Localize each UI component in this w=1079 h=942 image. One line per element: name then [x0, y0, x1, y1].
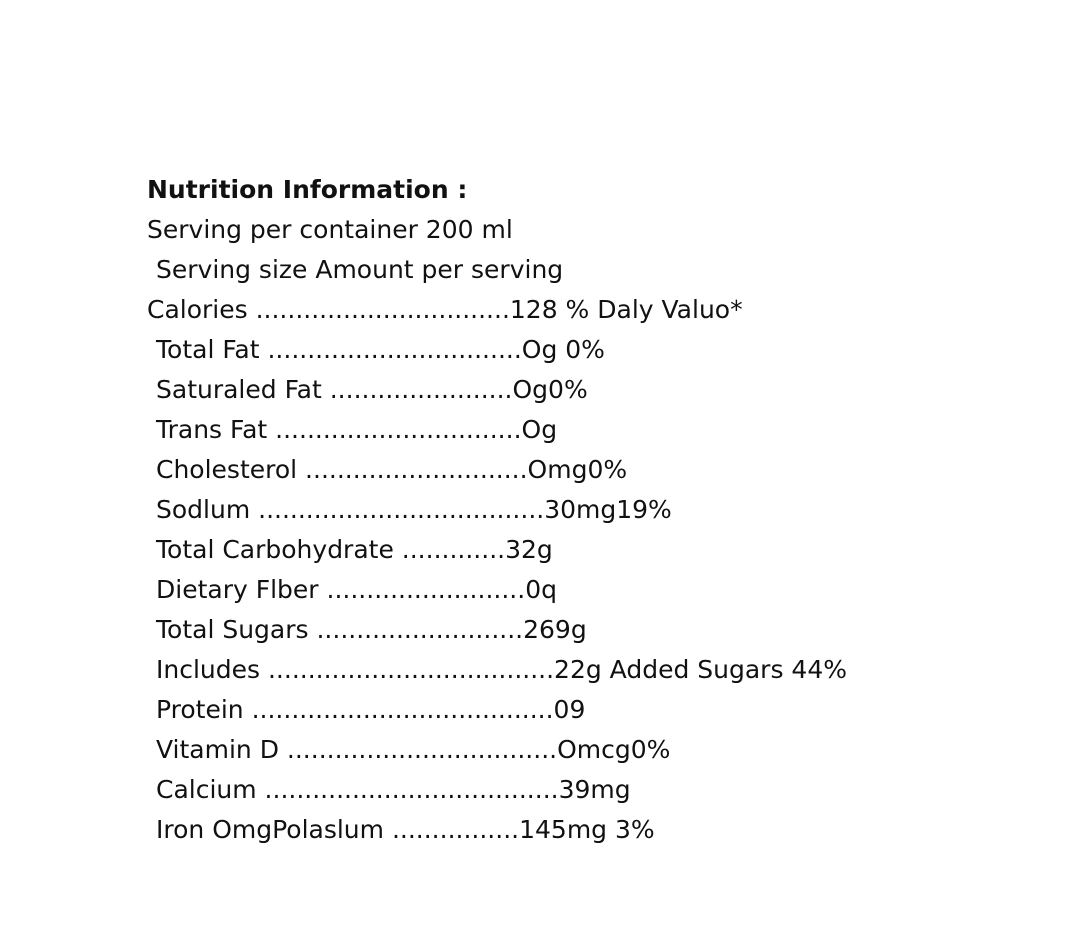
nutrient-row-saturated-fat: Saturaled Fat .......................Og0% [156, 375, 588, 404]
nutrient-row-includes: Includes ....................................22g Added Sugars 44% [156, 655, 848, 684]
nutrient-row-total-sugars: Total Sugars ..........................269g [156, 615, 587, 644]
nutrition-panel [147, 170, 947, 850]
nutrient-row-iron-potassium: Iron OmgPolaslum ................145mg 3% [156, 815, 655, 844]
nutrient-row-dietary-fiber: Dietary Flber .........................0q [156, 575, 557, 604]
nutrient-row-total-carbohydrate: Total Carbohydrate .............32g [156, 535, 553, 564]
nutrient-row-sodium: Sodlum ....................................30mg19% [156, 495, 672, 524]
nutrient-row-vitamin-d: Vitamin D ..................................Omcg0% [156, 735, 671, 764]
nutrient-row-protein: Protein ......................................09 [156, 695, 586, 724]
serving-container: Serving per container 200 ml [147, 215, 513, 244]
nutrient-row-total-fat: Total Fat ................................Og 0% [156, 335, 605, 364]
nutrition-title: Nutrition Information : [147, 175, 468, 204]
nutrient-row-calories: Calories ................................128 % Daly Valuo* [147, 295, 743, 324]
serving-size: Serving size Amount per serving [156, 255, 564, 284]
nutrient-row-cholesterol: Cholesterol ............................Omg0% [156, 455, 628, 484]
nutrient-row-calcium: Calcium .....................................39mg [156, 775, 631, 804]
nutrient-row-trans-fat: Trans Fat ...............................Og [156, 415, 558, 444]
